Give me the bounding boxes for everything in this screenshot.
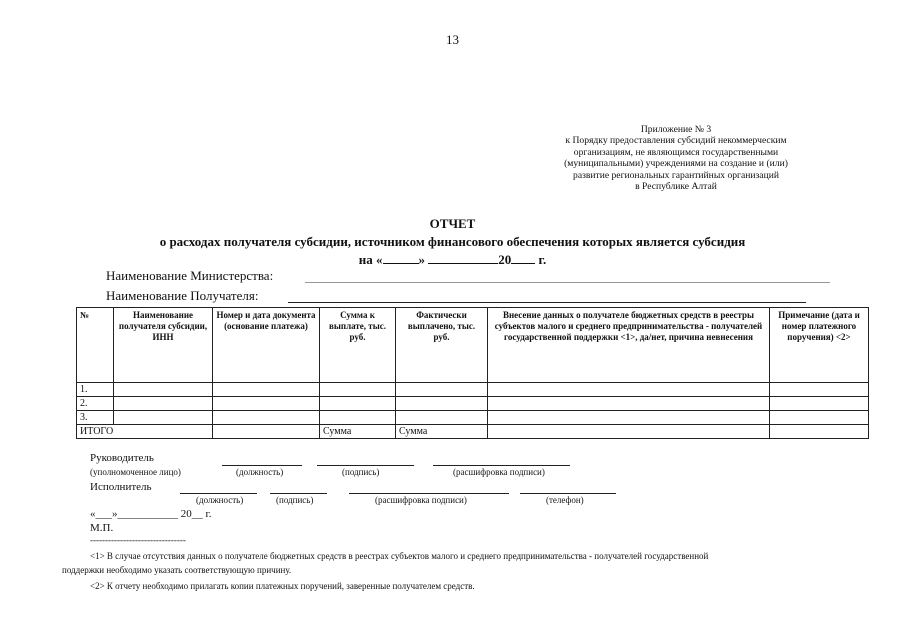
table-cell[interactable] <box>396 411 488 425</box>
executor-phone-line[interactable] <box>520 493 616 494</box>
col-header-registry: Внесение данных о получателе бюджетных средств в реестры субъектов малого и среднего предпринимательства - получателей государственной поддержки <1>, да/нет, причина невнесения <box>488 308 770 383</box>
report-date-suffix: г. <box>538 252 547 267</box>
table-header-row <box>77 308 869 383</box>
executor-label: Исполнитель <box>90 481 152 493</box>
table-row <box>77 397 869 411</box>
report-title: ОТЧЕТ <box>429 216 476 231</box>
appendix-line: к Порядку предоставления субсидий некоммерческим <box>565 135 787 147</box>
executor-phone-caption: (телефон) <box>546 495 584 505</box>
total-amount-due: Сумма <box>320 425 396 439</box>
table-cell: 3. <box>77 411 114 425</box>
table-cell[interactable] <box>320 411 396 425</box>
col-header-amount-paid: Фактически выплачено, тыс. руб. <box>396 308 488 383</box>
head-label: Руководитель <box>90 452 154 464</box>
ministry-line <box>305 282 830 283</box>
head-name-line[interactable] <box>433 465 570 466</box>
col-header-document: Номер и дата документа (основание платежа) <box>213 308 320 383</box>
head-signature-line[interactable] <box>317 465 414 466</box>
table-cell[interactable] <box>114 397 213 411</box>
total-amount-paid: Сумма <box>396 425 488 439</box>
appendix-line: (муниципальными) учреждениями на создание и (или) <box>564 158 788 170</box>
table-cell[interactable] <box>213 383 320 397</box>
table-cell[interactable] <box>488 411 770 425</box>
table-cell[interactable] <box>213 397 320 411</box>
report-date-year: 20 <box>498 252 512 267</box>
ministry-label: Наименование Министерства: <box>106 268 274 283</box>
table-cell[interactable] <box>770 397 869 411</box>
day-blank <box>383 262 419 264</box>
table-cell[interactable] <box>770 425 869 439</box>
footnote-2: <2> К отчету необходимо прилагать копии платежных поручений, заверенные получателем средств. <box>90 581 475 591</box>
table-cell[interactable] <box>770 383 869 397</box>
table-cell[interactable] <box>396 397 488 411</box>
table-cell[interactable] <box>320 397 396 411</box>
footnote-1-line-2: поддержки необходимо указать соответствующую причину. <box>62 565 292 575</box>
col-header-amount-due: Сумма к выплате, тыс. руб. <box>320 308 396 383</box>
table-total-row <box>77 425 869 439</box>
footnote-1-line-1: <1> В случае отсутствия данных о получателе бюджетных средств в реестрах субъектов малого и среднего предпринимательства - получателей государственной <box>90 551 709 561</box>
col-header-number: № <box>77 308 114 383</box>
table-cell[interactable] <box>320 383 396 397</box>
table-row <box>77 383 869 397</box>
table-row <box>77 411 869 425</box>
appendix-line: организациям, не являющимся государственными <box>573 146 779 158</box>
signature-date: «___»___________ 20__ г. <box>90 508 212 520</box>
appendix-line: Приложение № 3 <box>640 124 712 135</box>
table-cell[interactable] <box>396 383 488 397</box>
recipient-label: Наименование Получателя: <box>106 288 259 303</box>
col-header-note: Примечание (дата и номер платежного поручения) <2> <box>770 308 869 383</box>
head-position-line[interactable] <box>222 465 302 466</box>
table-cell[interactable] <box>213 411 320 425</box>
report-date-mid: » <box>418 252 426 267</box>
head-signature-caption: (подпись) <box>342 467 380 477</box>
executor-name-caption: (расшифровка подписи) <box>375 495 467 505</box>
col-header-recipient: Наименование получателя субсидии, ИНН <box>114 308 213 383</box>
appendix-line: в Республике Алтай <box>635 181 717 193</box>
table-cell: 1. <box>77 383 114 397</box>
table-cell: 2. <box>77 397 114 411</box>
total-label: ИТОГО <box>77 425 213 439</box>
year-blank <box>511 262 535 264</box>
head-sub-caption: (уполномоченное лицо) <box>90 467 181 477</box>
report-table <box>76 307 869 439</box>
table-cell[interactable] <box>488 397 770 411</box>
table-cell[interactable] <box>213 425 320 439</box>
appendix-header <box>540 124 812 192</box>
executor-name-line[interactable] <box>349 493 509 494</box>
report-date-prefix: на « <box>358 252 383 267</box>
appendix-line: развитие региональных гарантийных организаций <box>573 169 779 181</box>
table-cell[interactable] <box>488 425 770 439</box>
table-cell[interactable] <box>114 411 213 425</box>
executor-signature-line[interactable] <box>270 493 327 494</box>
stamp-label: М.П. <box>90 522 114 534</box>
executor-position-line[interactable] <box>180 493 257 494</box>
page-number: 13 <box>446 32 459 47</box>
report-subtitle: о расходах получателя субсидии, источником финансового обеспечения которых является субсидия <box>159 234 746 249</box>
table-cell[interactable] <box>114 383 213 397</box>
footnote-separator: -------------------------------- <box>90 535 186 545</box>
executor-signature-caption: (подпись) <box>276 495 314 505</box>
recipient-line <box>288 302 806 303</box>
report-date <box>0 252 905 268</box>
recipient-field <box>106 288 258 304</box>
head-name-caption: (расшифровка подписи) <box>453 467 545 477</box>
table-cell[interactable] <box>770 411 869 425</box>
ministry-field <box>106 268 273 284</box>
table-cell[interactable] <box>488 383 770 397</box>
month-blank <box>428 262 498 264</box>
head-position-caption: (должность) <box>236 467 284 477</box>
executor-position-caption: (должность) <box>196 495 244 505</box>
